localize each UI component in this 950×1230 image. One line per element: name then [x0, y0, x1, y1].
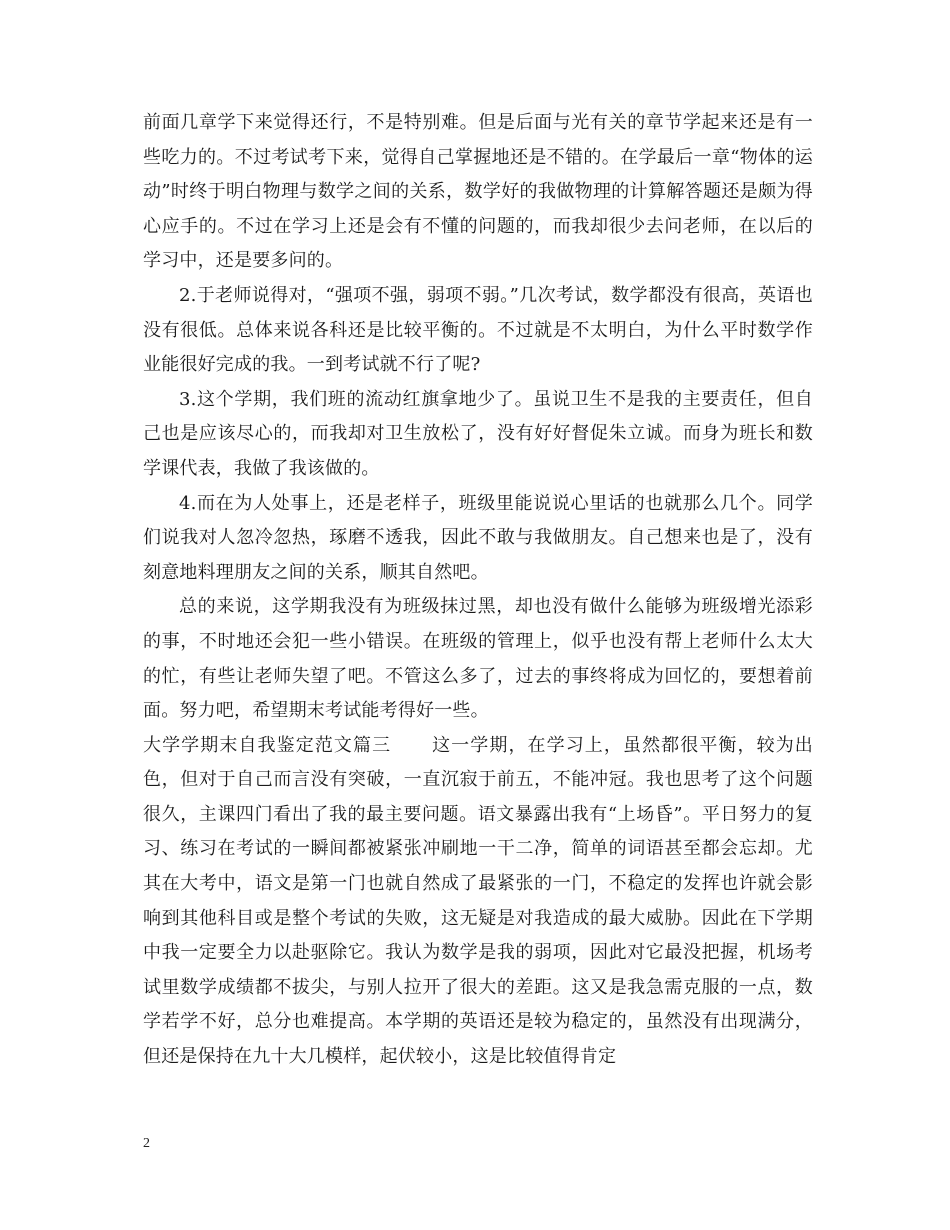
- page-number: 2: [143, 1136, 150, 1151]
- paragraph-summary: 总的来说，这学期我没有为班级抹过黑，却也没有做什么能够为班级增光添彩的事，不时地还会犯一些小错误。在班级的管理上，似乎也没有帮上老师什么太大的忙，有些让老师失望了吧。不管这么多了，过去的事终将成为回忆的，要想着前面。努力吧，希望期末考试能考得好一些。: [143, 596, 813, 722]
- document-body: [143, 106, 813, 1075]
- paragraph-item-2: 2.于老师说得对，“强项不强，弱项不弱。”几次考试，数学都没有很高，英语也没有很低。总体来说各科还是比较平衡的。不过就是不太明白，为什么平时数学作业能很好完成的我。一到考试就不行了呢?: [143, 284, 813, 376]
- section-heading: 大学学期末自我鉴定范文篇三: [143, 734, 392, 756]
- paragraph-section-three: [143, 729, 813, 1075]
- paragraph-item-3: 3.这个学期，我们班的流动红旗拿地少了。虽说卫生不是我的主要责任，但自己也是应该尽心的，而我却对卫生放松了，没有好好督促朱立诚。而身为班长和数学课代表，我做了我该做的。: [143, 388, 813, 479]
- section-text: 这一学期，在学习上，虽然都很平衡，较为出色，但对于自己而言没有突破，一直沉寂于前五，不能冲冠。我也思考了这个问题很久，主课四门看出了我的最主要问题。语文暴露出我有“上场昏”。平日努力的复习、练习在考试的一瞬间都被紧张冲刷地一干二净，简单的词语甚至都会忘却。尤其在大考中，语文是第一门也就自然成了最紧张的一门，不稳定的发挥也许就会影响到其他科目或是整个考试的失败，这无疑是对我造成的最大威胁。因此在下学期中我一定要全力以赴驱除它。我认为数学是我的弱项，因此对它最没把握，机场考试里数学成绩都不拔尖，与别人拉开了很大的差距。这又是我急需克服的一点，数学若学不好，总分也难提高。本学期的英语还是较为稳定的，虽然没有出现满分，但还是保持在九十大几模样，起伏较小，这是比较值得肯定: [143, 734, 813, 1068]
- paragraph-item-4: 4.而在为人处事上，还是老样子，班级里能说说心里话的也就那么几个。同学们说我对人忽冷忽热，琢磨不透我，因此不敢与我做朋友。自己想来也是了，没有刻意地料理朋友之间的关系，顺其自然吧。: [143, 492, 813, 583]
- paragraph-physics: 前面几章学下来觉得还行，不是特别难。但是后面与光有关的章节学起来还是有一些吃力的。不过考试考下来，觉得自己掌握地还是不错的。在学最后一章“物体的运动”时终于明白物理与数学之间的关系，数学好的我做物理的计算解答题还是颇为得心应手的。不过在学习上还是会有不懂的问题的，而我却很少去问老师，在以后的学习中，还是要多问的。: [143, 112, 813, 272]
